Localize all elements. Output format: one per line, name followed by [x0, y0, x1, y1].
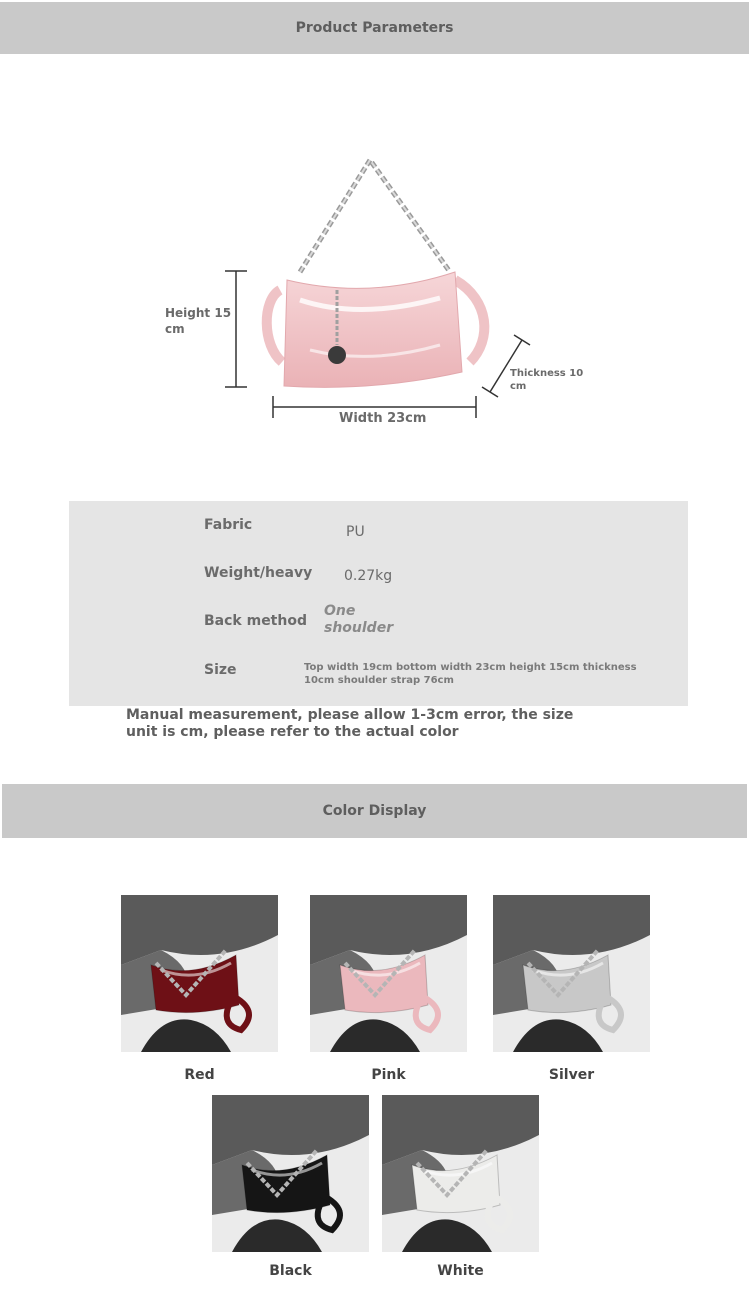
measurement-note: Manual measurement, please allow 1-3cm error, the size unit is cm, please refer to the actual color [126, 707, 574, 740]
back-method-value: One shoulder [324, 603, 394, 636]
color-photo-black[interactable] [212, 1095, 369, 1252]
section-header-params [0, 2, 749, 54]
section-title: Product Parameters [295, 20, 454, 36]
section-title: Color Display [322, 803, 427, 819]
color-label-black: Black [269, 1263, 312, 1279]
weight-label: Weight/heavy [204, 565, 313, 581]
parameter-table [69, 501, 688, 706]
color-photo-silver[interactable] [493, 895, 650, 1052]
size-label: Size [204, 662, 237, 678]
color-label-silver: Silver [548, 1067, 595, 1083]
weight-value: 0.27kg [344, 568, 393, 584]
section-header-colors [2, 784, 747, 838]
width-label: Width 23cm [339, 411, 427, 426]
color-photo-white[interactable] [382, 1095, 539, 1252]
color-label-white: White [437, 1263, 484, 1279]
color-label-pink: Pink [371, 1067, 406, 1083]
color-photo-red[interactable] [121, 895, 278, 1052]
fabric-value: PU [346, 524, 365, 540]
size-value: Top width 19cm bottom width 23cm height 15cm thickness 10cm shoulder strap 76cm [304, 662, 637, 686]
back-method-label: Back method [204, 613, 307, 629]
color-photo-pink[interactable] [310, 895, 467, 1052]
fabric-label: Fabric [204, 517, 253, 533]
height-label: Height 15 cm [165, 306, 232, 336]
color-label-red: Red [184, 1067, 215, 1083]
thickness-label: Thickness 10 cm [510, 368, 584, 392]
